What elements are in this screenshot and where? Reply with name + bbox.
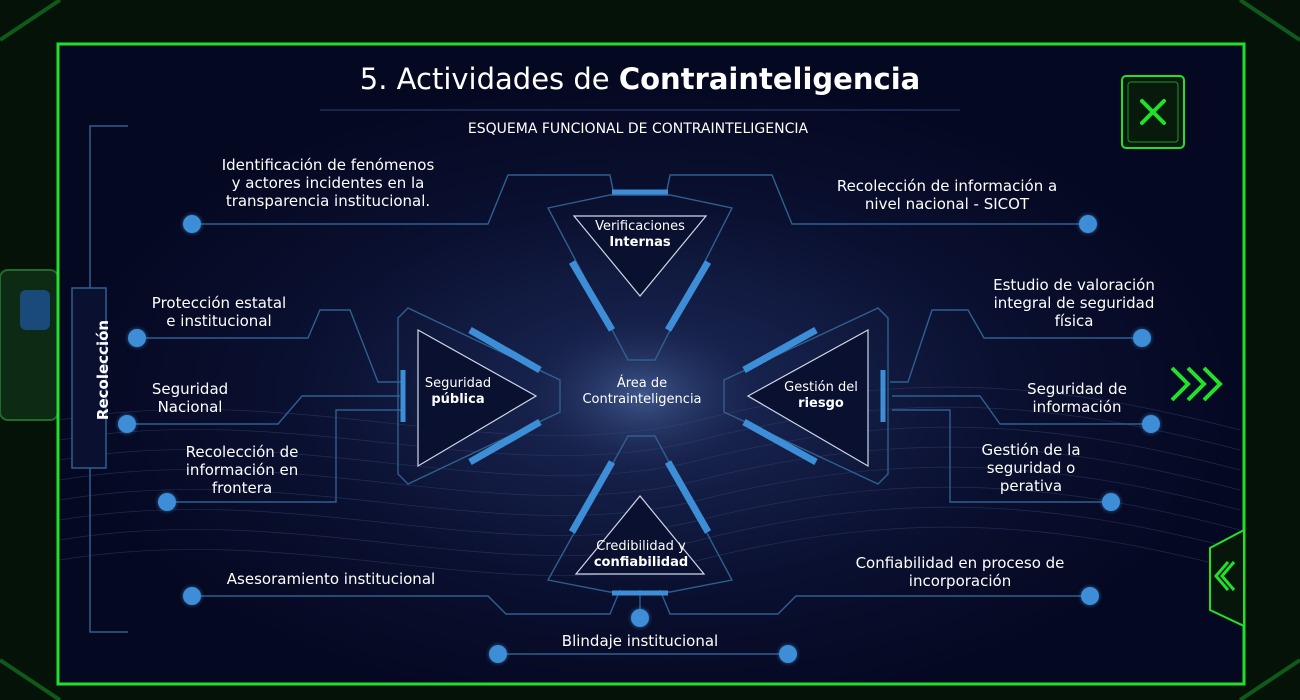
triangle-left-label — [418, 376, 498, 407]
triangle-left-line2: pública — [431, 391, 485, 407]
label-gestion-seguridad-l3: perativa — [999, 477, 1063, 495]
node-asesoramiento — [183, 587, 201, 605]
label-proteccion — [138, 294, 300, 330]
left-side-tab-screen — [20, 290, 50, 330]
triangle-bottom-line1: Credibilidad y — [596, 539, 686, 554]
label-identificacion-l2: y actores incidentes en la — [231, 174, 425, 192]
label-recoleccion-frontera-l1: Recolección de — [185, 443, 299, 461]
label-identificacion-l3: transparencia institucional. — [225, 192, 431, 210]
label-seguridad-informacion-l2: información — [1032, 398, 1122, 416]
side-label-recoleccion: Recolección — [94, 319, 112, 421]
node-recoleccion-nacional — [1079, 215, 1097, 233]
title-bold: Contrainteligencia — [618, 62, 921, 96]
node-bottom-center — [631, 609, 649, 627]
center-label-line2: Contrainteligencia — [582, 391, 702, 407]
triangle-bottom-line2: confiabilidad — [593, 554, 689, 570]
close-icon[interactable] — [1122, 76, 1184, 148]
node-seguridad-nacional — [118, 415, 136, 433]
triangle-right-line1: Gestión del — [784, 380, 858, 395]
title-prefix: 5. Actividades de — [359, 62, 619, 96]
label-identificacion — [196, 156, 460, 210]
node-identificacion — [183, 215, 201, 233]
node-estudio — [1133, 329, 1151, 347]
page-title — [290, 62, 990, 96]
triangle-top-label — [580, 219, 700, 250]
label-proteccion-l1: Protección estatal — [151, 294, 287, 312]
label-recoleccion-frontera-l3: frontera — [211, 479, 273, 497]
triangle-right-line2: riesgo — [798, 395, 844, 411]
label-blindaje — [540, 632, 740, 650]
label-asesoramiento — [206, 570, 456, 588]
triangle-right-label — [778, 380, 864, 411]
node-blindaje-right — [779, 645, 797, 663]
label-estudio — [976, 276, 1172, 330]
label-seguridad-nacional-l1: Seguridad — [151, 380, 229, 398]
label-proteccion-l2: e institucional — [166, 312, 272, 330]
label-identificacion-l1: Identificación de fenómenos — [221, 156, 435, 174]
label-asesoramiento-l1: Asesoramiento institucional — [226, 570, 436, 588]
label-seguridad-informacion — [1012, 380, 1142, 416]
triangle-bottom-label — [582, 539, 700, 570]
label-seguridad-nacional-l2: Nacional — [157, 398, 223, 416]
label-seguridad-nacional — [130, 380, 250, 416]
diagram-subtitle: ESQUEMA FUNCIONAL DE CONTRAINTELIGENCIA — [467, 121, 809, 137]
label-estudio-l2: integral de seguridad — [993, 294, 1155, 312]
triangle-top-line1: Verificaciones — [595, 219, 685, 234]
center-label-line1: Área de — [616, 376, 668, 391]
label-confiabilidad-l2: incorporación — [908, 572, 1012, 590]
label-gestion-seguridad-l1: Gestión de la — [981, 441, 1081, 459]
center-label — [572, 376, 712, 407]
triangle-left-line1: Seguridad — [424, 376, 492, 391]
back-chevrons-icon[interactable] — [1210, 530, 1244, 626]
label-recoleccion-frontera-l2: información en — [185, 461, 299, 479]
label-gestion-seguridad — [966, 441, 1096, 495]
label-estudio-l3: física — [1054, 312, 1094, 330]
label-gestion-seguridad-l2: seguridad o — [986, 459, 1076, 477]
label-confiabilidad — [832, 554, 1088, 590]
label-confiabilidad-l1: Confiabilidad en proceso de — [855, 554, 1065, 572]
label-recoleccion-nacional — [816, 177, 1078, 213]
triangle-top-line2: Internas — [609, 234, 671, 250]
label-blindaje-l1: Blindaje institucional — [561, 632, 719, 650]
label-estudio-l1: Estudio de valoración — [993, 276, 1155, 294]
label-recoleccion-nacional-l1: Recolección de información a — [836, 177, 1058, 195]
label-recoleccion-nacional-l2: nivel nacional - SICOT — [864, 195, 1030, 213]
label-seguridad-informacion-l1: Seguridad de — [1027, 380, 1127, 398]
node-seguridad-informacion — [1142, 415, 1160, 433]
node-gestion-seguridad — [1102, 493, 1120, 511]
label-recoleccion-frontera — [172, 443, 312, 497]
node-proteccion — [128, 329, 146, 347]
node-blindaje-left — [489, 645, 507, 663]
